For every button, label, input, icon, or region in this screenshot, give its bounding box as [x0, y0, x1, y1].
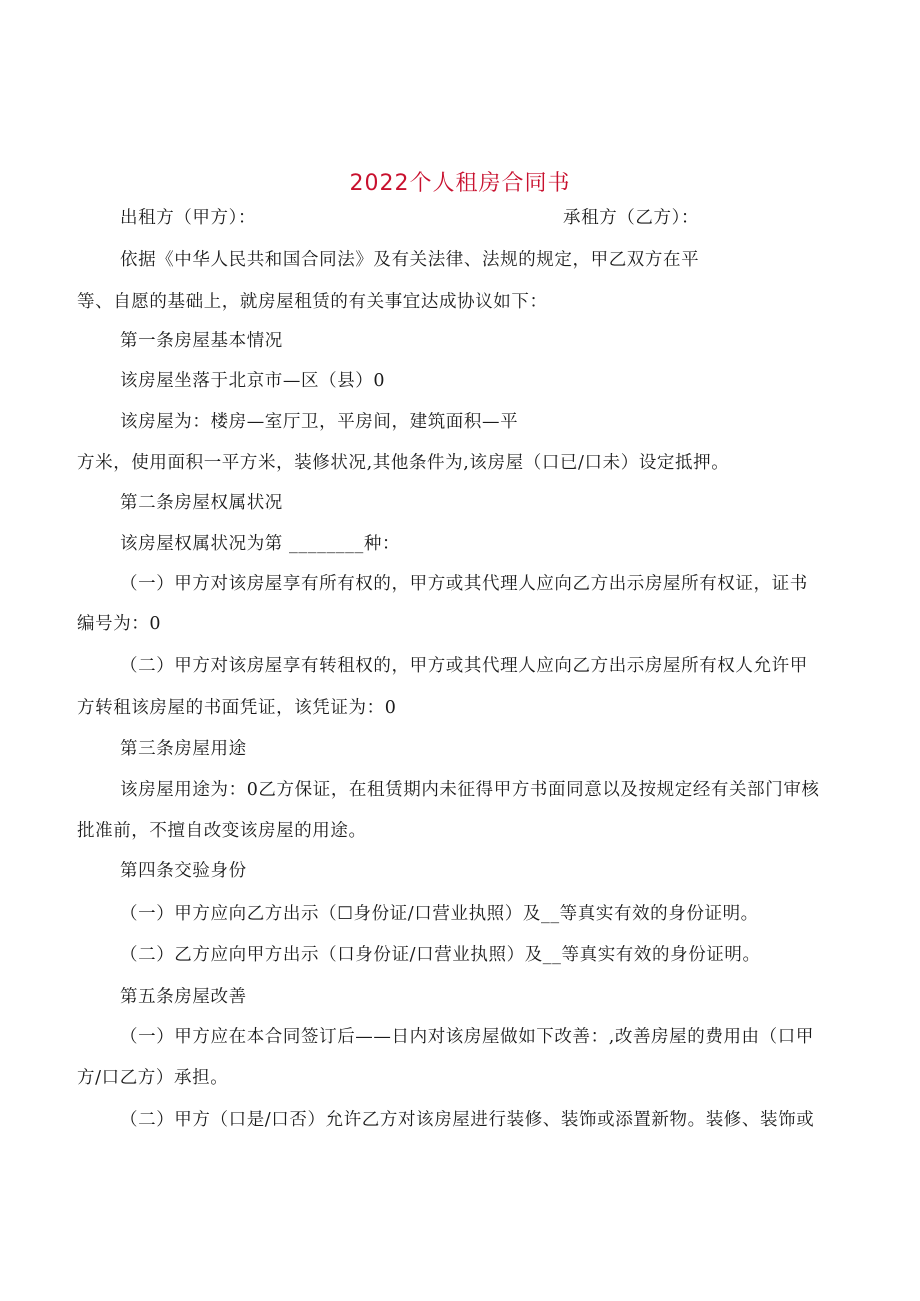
article-1-heading: 第一条房屋基本情况 [120, 331, 283, 351]
preamble-line-1: 依据《中华人民共和国合同法》及有关法律、法规的规定，甲乙双方在平 [120, 250, 700, 270]
article-2-status: 该房屋权属状况为第 ________种： [120, 534, 401, 554]
article-1-area: 方米，使用面积一平方米，装修状况,其他条件为,该房屋（口已/口未）设定抵押。 [77, 453, 730, 473]
article-5-item-2: （二）甲方（口是/口否）允许乙方对该房屋进行装修、装饰或添置新物。装修、装饰或 [120, 1110, 815, 1130]
article-3-heading: 第三条房屋用途 [120, 739, 247, 759]
article-2-item-2: （二）甲方对该房屋享有转租权的，甲方或其代理人应向乙方出示房屋所有权人允许甲 [120, 656, 808, 676]
article-4-item-1: （一）甲方应向乙方出示（☐身份证/口营业执照）及__等真实有效的身份证明。 [120, 904, 759, 924]
article-1-structure: 该房屋为：楼房—室厅卫，平房间，建筑面积—平 [120, 412, 519, 432]
article-2-item-2-cont: 方转租该房屋的书面凭证，该凭证为：0 [77, 698, 397, 718]
party-a-label: 出租方（甲方）： [120, 208, 257, 228]
article-1-location: 该房屋坐落于北京市—区（县）0 [120, 371, 386, 391]
preamble-line-2: 等、自愿的基础上，就房屋租赁的有关事宜达成协议如下： [77, 292, 548, 312]
article-5-item-1-cont: 方/口乙方）承担。 [77, 1068, 229, 1088]
article-5-heading: 第五条房屋改善 [120, 987, 247, 1007]
article-4-item-2: （二）乙方应向甲方出示（口身份证/口营业执照）及__等真实有效的身份证明。 [120, 945, 761, 965]
party-b-label: 承租方（乙方）： [563, 208, 700, 228]
document-title: 2022个人租房合同书 [349, 171, 571, 196]
article-3-usage-cont: 批准前，不擅自改变该房屋的用途。 [77, 821, 367, 841]
article-2-item-1-cont: 编号为：0 [77, 614, 162, 634]
article-4-heading: 第四条交验身份 [120, 861, 247, 881]
article-2-heading: 第二条房屋权属状况 [120, 493, 283, 513]
article-2-item-1: （一）甲方对该房屋享有所有权的，甲方或其代理人应向乙方出示房屋所有权证，证书 [120, 574, 808, 594]
article-5-item-1: （一）甲方应在本合同签订后——日内对该房屋做如下改善：,改善房屋的费用由（口甲 [120, 1027, 814, 1047]
article-3-usage: 该房屋用途为：0乙方保证，在租赁期内未征得甲方书面同意以及按规定经有关部门审核 [120, 780, 820, 800]
